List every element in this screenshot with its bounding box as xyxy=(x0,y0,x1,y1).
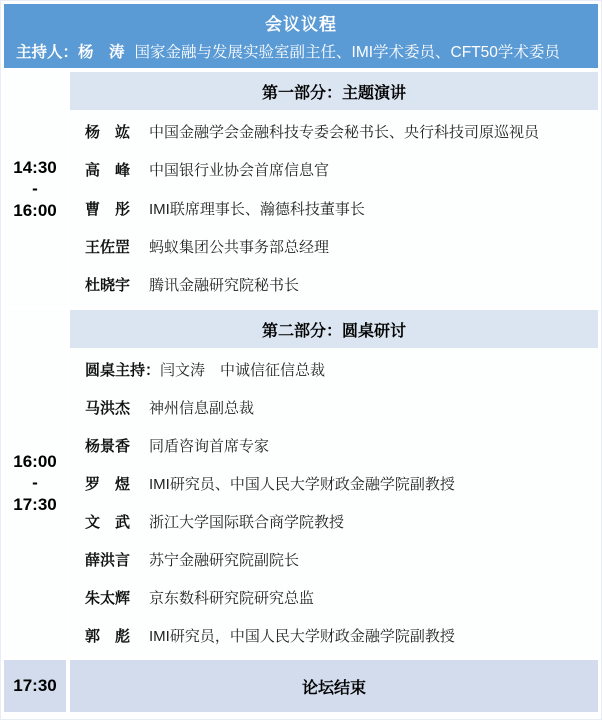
speaker-name: 杜晓宇 xyxy=(85,277,131,295)
speaker-row xyxy=(70,150,598,188)
time-end: 17:30 xyxy=(13,494,57,514)
speaker-title: IMI联席理事长、瀚德科技董事长 xyxy=(149,200,365,218)
closing-row xyxy=(4,660,598,712)
speaker-row xyxy=(70,578,598,616)
part1-content xyxy=(70,72,598,306)
time-end: 16:00 xyxy=(13,200,57,220)
speaker-row xyxy=(70,502,598,540)
speaker-title: 腾讯金融研究院秘书长 xyxy=(149,277,300,295)
speaker-name: 杨景香 xyxy=(85,437,131,455)
time-range-part2 xyxy=(4,310,66,656)
speaker-name: 高 峰 xyxy=(85,162,131,180)
speaker-title: 蚂蚁集团公共事务部总经理 xyxy=(149,238,330,256)
closing-time: 17:30 xyxy=(4,660,66,712)
speaker-name: 罗 煜 xyxy=(85,475,131,493)
speaker-title: 京东数科研究院研究总监 xyxy=(149,589,315,607)
speaker-row xyxy=(70,464,598,502)
time-dash: - xyxy=(32,179,38,199)
speaker-name: 朱太辉 xyxy=(85,589,131,607)
time-range-part1 xyxy=(4,72,66,306)
part2-speaker-list xyxy=(70,348,598,656)
closing-label: 论坛结束 xyxy=(70,660,598,712)
speaker-row xyxy=(70,227,598,265)
section-part1 xyxy=(4,72,598,306)
speaker-name: 杨 竑 xyxy=(85,123,131,141)
speaker-name: 王佐罡 xyxy=(85,238,131,256)
header-band xyxy=(4,4,598,68)
speaker-row xyxy=(70,426,598,464)
speaker-name: 郭 彪 xyxy=(85,627,131,645)
speaker-title: 中国金融学会金融科技专委会秘书长、央行科技司原巡视员 xyxy=(149,123,540,141)
time-dash: - xyxy=(32,473,38,493)
roundtable-host-name: 闫文涛 中诚信征信总裁 xyxy=(160,361,326,379)
speaker-title: IMI研究员，中国人民大学财政金融学院副教授 xyxy=(149,627,455,645)
time-start: 14:30 xyxy=(13,158,57,178)
part1-speaker-list xyxy=(70,110,598,306)
speaker-row xyxy=(70,189,598,227)
part2-content xyxy=(70,310,598,656)
speaker-row xyxy=(70,540,598,578)
page-title: 会议议程 xyxy=(265,14,337,34)
part2-title: 第二部分：圆桌研讨 xyxy=(70,310,598,348)
roundtable-host-label: 圆桌主持： xyxy=(85,361,161,379)
speaker-title: 同盾咨询首席专家 xyxy=(149,437,270,455)
section-part2 xyxy=(4,310,598,656)
speaker-row xyxy=(70,112,598,150)
speaker-name: 马洪杰 xyxy=(85,399,131,417)
host-description: 国家金融与发展实验室副主任、IMI学术委员、CFT50学术委员 xyxy=(134,43,560,61)
speaker-title: 浙江大学国际联合商学院教授 xyxy=(149,513,345,531)
speaker-row xyxy=(70,388,598,426)
time-start: 16:00 xyxy=(13,452,57,472)
speaker-title: 神州信息副总裁 xyxy=(149,399,255,417)
part1-title: 第一部分：主题演讲 xyxy=(70,72,598,110)
speaker-row xyxy=(70,266,598,304)
speaker-name: 曹 彤 xyxy=(85,200,131,218)
speaker-name: 文 武 xyxy=(85,513,131,531)
speaker-title: 中国银行业协会首席信息官 xyxy=(149,162,330,180)
speaker-title: IMI研究员、中国人民大学财政金融学院副教授 xyxy=(149,475,455,493)
speaker-name: 薛洪言 xyxy=(85,551,131,569)
host-line xyxy=(4,40,598,66)
host-label: 主持人：杨 涛 xyxy=(16,43,125,61)
roundtable-host-row xyxy=(70,350,598,388)
speaker-row xyxy=(70,616,598,654)
speaker-title: 苏宁金融研究院副院长 xyxy=(149,551,300,569)
